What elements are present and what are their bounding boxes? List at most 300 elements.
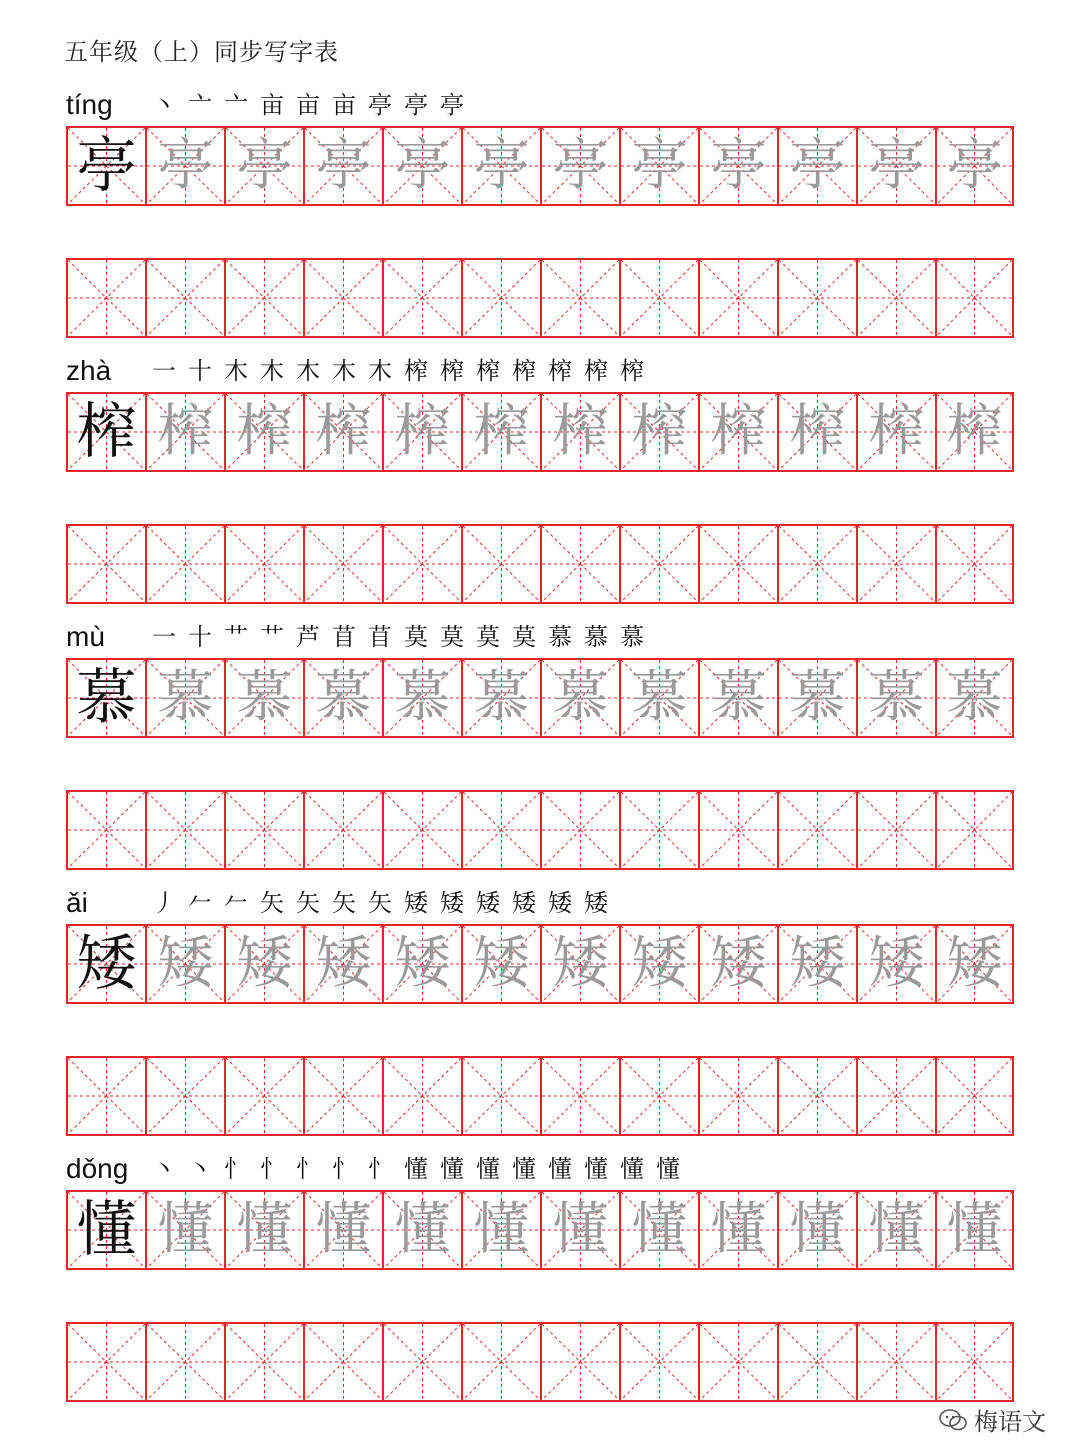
stroke-step: 亩 bbox=[296, 91, 320, 119]
blank-cell[interactable] bbox=[145, 1058, 224, 1134]
blank-cell[interactable] bbox=[619, 1324, 698, 1400]
model-character: 懂 bbox=[76, 1195, 137, 1265]
trace-character: 矮 bbox=[394, 931, 451, 996]
stroke-order bbox=[146, 1152, 686, 1186]
trace-cell[interactable] bbox=[856, 128, 935, 204]
blank-cell[interactable] bbox=[856, 260, 935, 336]
trace-cell[interactable] bbox=[224, 660, 303, 736]
stroke-step: 艹 bbox=[224, 623, 248, 651]
blank-cell[interactable] bbox=[303, 1058, 382, 1134]
tianzige-guide-lines bbox=[68, 260, 145, 336]
trace-row bbox=[66, 392, 1014, 472]
tianzige-guide-lines bbox=[147, 260, 224, 336]
tianzige-guide-lines bbox=[779, 792, 856, 868]
blank-cell[interactable] bbox=[540, 260, 619, 336]
blank-cell[interactable] bbox=[224, 1058, 303, 1134]
trace-character: 榨 bbox=[631, 399, 688, 464]
tianzige-guide-lines bbox=[305, 526, 382, 602]
trace-character: 慕 bbox=[868, 665, 925, 730]
blank-cell[interactable] bbox=[777, 792, 856, 868]
tianzige-guide-lines bbox=[463, 526, 540, 602]
trace-character: 矮 bbox=[946, 931, 1003, 996]
trace-cell[interactable] bbox=[382, 926, 461, 1002]
blank-cell[interactable] bbox=[540, 792, 619, 868]
tianzige-guide-lines bbox=[384, 792, 461, 868]
blank-cell[interactable] bbox=[698, 526, 777, 602]
trace-cell[interactable] bbox=[382, 128, 461, 204]
stroke-step: 矮 bbox=[548, 889, 572, 917]
trace-cell[interactable] bbox=[303, 394, 382, 470]
trace-cell[interactable] bbox=[540, 660, 619, 736]
character-section bbox=[0, 1152, 1080, 1418]
tianzige-guide-lines bbox=[384, 1324, 461, 1400]
tianzige-guide-lines bbox=[384, 260, 461, 336]
trace-cell[interactable] bbox=[856, 394, 935, 470]
stroke-step: 懂 bbox=[440, 1155, 464, 1183]
trace-character: 慕 bbox=[157, 665, 214, 730]
trace-cell[interactable] bbox=[619, 926, 698, 1002]
trace-character: 榨 bbox=[868, 399, 925, 464]
character-section bbox=[0, 354, 1080, 620]
blank-cell[interactable] bbox=[856, 792, 935, 868]
trace-character: 懂 bbox=[789, 1197, 846, 1262]
trace-cell[interactable] bbox=[935, 128, 1014, 204]
tianzige-guide-lines bbox=[226, 792, 303, 868]
stroke-step: 木 bbox=[224, 357, 248, 385]
blank-cell[interactable] bbox=[145, 1324, 224, 1400]
trace-character: 榨 bbox=[394, 399, 451, 464]
blank-cell[interactable] bbox=[698, 1058, 777, 1134]
tianzige-guide-lines bbox=[463, 792, 540, 868]
blank-cell[interactable] bbox=[461, 526, 540, 602]
stroke-step: 矮 bbox=[404, 889, 428, 917]
blank-cell[interactable] bbox=[66, 260, 145, 336]
trace-cell[interactable] bbox=[935, 394, 1014, 470]
blank-cell[interactable] bbox=[461, 1324, 540, 1400]
trace-cell[interactable] bbox=[540, 926, 619, 1002]
stroke-step: 丶 bbox=[188, 1155, 212, 1183]
tianzige-guide-lines bbox=[226, 1324, 303, 1400]
pinyin-label: tíng bbox=[66, 89, 113, 120]
tianzige-guide-lines bbox=[937, 260, 1012, 336]
trace-cell[interactable] bbox=[698, 128, 777, 204]
trace-cell[interactable] bbox=[856, 660, 935, 736]
trace-character: 慕 bbox=[552, 665, 609, 730]
blank-cell[interactable] bbox=[698, 1324, 777, 1400]
trace-character: 懂 bbox=[710, 1197, 767, 1262]
trace-cell[interactable] bbox=[777, 394, 856, 470]
blank-cell[interactable] bbox=[145, 792, 224, 868]
blank-cell[interactable] bbox=[461, 1058, 540, 1134]
stroke-step: 丿 bbox=[152, 889, 176, 917]
trace-character: 亭 bbox=[789, 133, 846, 198]
blank-cell[interactable] bbox=[145, 260, 224, 336]
pinyin-label: mù bbox=[66, 621, 105, 652]
tianzige-guide-lines bbox=[779, 1324, 856, 1400]
stroke-step: 亩 bbox=[260, 91, 284, 119]
blank-cell[interactable] bbox=[777, 260, 856, 336]
blank-cell[interactable] bbox=[856, 526, 935, 602]
trace-cell[interactable] bbox=[777, 926, 856, 1002]
blank-cell[interactable] bbox=[224, 526, 303, 602]
blank-cell[interactable] bbox=[540, 1058, 619, 1134]
stroke-step: 矢 bbox=[260, 889, 284, 917]
trace-character: 懂 bbox=[868, 1197, 925, 1262]
tianzige-guide-lines bbox=[700, 792, 777, 868]
tianzige-guide-lines bbox=[147, 1324, 224, 1400]
watermark-text: 梅语文 bbox=[974, 1408, 1046, 1436]
stroke-step: 懂 bbox=[656, 1155, 680, 1183]
stroke-step: 懂 bbox=[476, 1155, 500, 1183]
stroke-step: 亠 bbox=[224, 91, 248, 119]
trace-character: 亭 bbox=[868, 133, 925, 198]
tianzige-guide-lines bbox=[858, 792, 935, 868]
stroke-step: 懂 bbox=[512, 1155, 536, 1183]
stroke-step: 矮 bbox=[584, 889, 608, 917]
stroke-step: 亩 bbox=[332, 91, 356, 119]
trace-row bbox=[66, 126, 1014, 206]
tianzige-guide-lines bbox=[700, 1324, 777, 1400]
model-character-cell[interactable] bbox=[66, 394, 145, 470]
tianzige-guide-lines bbox=[937, 526, 1012, 602]
blank-cell[interactable] bbox=[935, 526, 1014, 602]
tianzige-guide-lines bbox=[621, 260, 698, 336]
stroke-step: 莫 bbox=[404, 623, 428, 651]
stroke-step: 慕 bbox=[620, 623, 644, 651]
trace-row bbox=[66, 658, 1014, 738]
blank-cell[interactable] bbox=[935, 260, 1014, 336]
tianzige-guide-lines bbox=[542, 1324, 619, 1400]
character-section bbox=[0, 886, 1080, 1152]
trace-character: 慕 bbox=[789, 665, 846, 730]
trace-cell[interactable] bbox=[461, 660, 540, 736]
trace-character: 矮 bbox=[473, 931, 530, 996]
trace-character: 榨 bbox=[315, 399, 372, 464]
trace-character: 懂 bbox=[473, 1197, 530, 1262]
blank-cell[interactable] bbox=[935, 1058, 1014, 1134]
tianzige-guide-lines bbox=[463, 260, 540, 336]
trace-cell[interactable] bbox=[540, 128, 619, 204]
trace-cell[interactable] bbox=[619, 660, 698, 736]
stroke-step: 懂 bbox=[548, 1155, 572, 1183]
tianzige-guide-lines bbox=[463, 1324, 540, 1400]
trace-character: 矮 bbox=[631, 931, 688, 996]
model-character-cell[interactable] bbox=[66, 660, 145, 736]
blank-cell[interactable] bbox=[619, 526, 698, 602]
trace-character: 榨 bbox=[236, 399, 293, 464]
blank-cell[interactable] bbox=[777, 1058, 856, 1134]
stroke-step: 木 bbox=[296, 357, 320, 385]
stroke-step: 丶 bbox=[152, 91, 176, 119]
trace-character: 矮 bbox=[868, 931, 925, 996]
blank-cell[interactable] bbox=[935, 792, 1014, 868]
blank-cell[interactable] bbox=[540, 526, 619, 602]
stroke-step: 𠂉 bbox=[224, 889, 248, 917]
blank-cell[interactable] bbox=[303, 260, 382, 336]
trace-character: 矮 bbox=[157, 931, 214, 996]
trace-character: 慕 bbox=[473, 665, 530, 730]
tianzige-guide-lines bbox=[937, 1058, 1012, 1134]
trace-cell[interactable] bbox=[461, 1192, 540, 1268]
trace-character: 懂 bbox=[236, 1197, 293, 1262]
model-character-cell[interactable] bbox=[66, 128, 145, 204]
tianzige-guide-lines bbox=[858, 526, 935, 602]
tianzige-guide-lines bbox=[621, 526, 698, 602]
trace-cell[interactable] bbox=[935, 1192, 1014, 1268]
tianzige-guide-lines bbox=[147, 1058, 224, 1134]
blank-cell[interactable] bbox=[66, 1058, 145, 1134]
stroke-step: 矮 bbox=[512, 889, 536, 917]
blank-practice-row bbox=[66, 524, 1014, 604]
pinyin-label: dǒng bbox=[66, 1153, 129, 1184]
trace-cell[interactable] bbox=[224, 394, 303, 470]
stroke-step: 懂 bbox=[620, 1155, 644, 1183]
stroke-step: 懂 bbox=[404, 1155, 428, 1183]
model-character: 亭 bbox=[76, 131, 137, 201]
stroke-step: 榨 bbox=[512, 357, 536, 385]
blank-cell[interactable] bbox=[66, 526, 145, 602]
trace-character: 亭 bbox=[236, 133, 293, 198]
trace-cell[interactable] bbox=[303, 926, 382, 1002]
stroke-step: 苜 bbox=[332, 623, 356, 651]
blank-cell[interactable] bbox=[698, 792, 777, 868]
stroke-step: 亭 bbox=[368, 91, 392, 119]
stroke-step: 亭 bbox=[404, 91, 428, 119]
blank-cell[interactable] bbox=[698, 260, 777, 336]
trace-character: 榨 bbox=[789, 399, 846, 464]
trace-character: 亭 bbox=[552, 133, 609, 198]
blank-practice-row bbox=[66, 790, 1014, 870]
blank-cell[interactable] bbox=[856, 1058, 935, 1134]
stroke-step: 莫 bbox=[512, 623, 536, 651]
blank-cell[interactable] bbox=[382, 526, 461, 602]
trace-cell[interactable] bbox=[619, 394, 698, 470]
blank-cell[interactable] bbox=[303, 1324, 382, 1400]
blank-cell[interactable] bbox=[224, 1324, 303, 1400]
stroke-step: 矢 bbox=[368, 889, 392, 917]
stroke-step: 亭 bbox=[440, 91, 464, 119]
trace-cell[interactable] bbox=[698, 1192, 777, 1268]
stroke-step: 矮 bbox=[440, 889, 464, 917]
stroke-order bbox=[146, 620, 650, 654]
blank-cell[interactable] bbox=[382, 1324, 461, 1400]
blank-cell[interactable] bbox=[856, 1324, 935, 1400]
tianzige-guide-lines bbox=[858, 1058, 935, 1134]
tianzige-guide-lines bbox=[305, 260, 382, 336]
trace-cell[interactable] bbox=[224, 1192, 303, 1268]
model-character-cell[interactable] bbox=[66, 926, 145, 1002]
stroke-step: 木 bbox=[368, 357, 392, 385]
tianzige-guide-lines bbox=[937, 792, 1012, 868]
trace-cell[interactable] bbox=[698, 660, 777, 736]
trace-row bbox=[66, 924, 1014, 1004]
stroke-step: 十 bbox=[188, 357, 212, 385]
stroke-step: 榨 bbox=[584, 357, 608, 385]
blank-cell[interactable] bbox=[224, 260, 303, 336]
tianzige-guide-lines bbox=[226, 526, 303, 602]
trace-cell[interactable] bbox=[777, 660, 856, 736]
trace-character: 亭 bbox=[315, 133, 372, 198]
blank-cell[interactable] bbox=[382, 260, 461, 336]
tianzige-guide-lines bbox=[621, 1324, 698, 1400]
character-section bbox=[0, 620, 1080, 886]
blank-cell[interactable] bbox=[66, 792, 145, 868]
tianzige-guide-lines bbox=[305, 1058, 382, 1134]
stroke-step: 榨 bbox=[548, 357, 572, 385]
trace-character: 亭 bbox=[473, 133, 530, 198]
tianzige-guide-lines bbox=[305, 792, 382, 868]
trace-cell[interactable] bbox=[619, 128, 698, 204]
trace-cell[interactable] bbox=[303, 128, 382, 204]
pinyin-label: ǎi bbox=[66, 887, 88, 918]
trace-cell[interactable] bbox=[698, 394, 777, 470]
blank-cell[interactable] bbox=[619, 1058, 698, 1134]
trace-cell[interactable] bbox=[935, 926, 1014, 1002]
trace-cell[interactable] bbox=[303, 1192, 382, 1268]
stroke-step: 一 bbox=[152, 623, 176, 651]
stroke-step: 忄 bbox=[368, 1155, 392, 1183]
trace-row bbox=[66, 1190, 1014, 1270]
trace-cell[interactable] bbox=[461, 128, 540, 204]
trace-cell[interactable] bbox=[382, 394, 461, 470]
trace-character: 榨 bbox=[473, 399, 530, 464]
blank-practice-row bbox=[66, 258, 1014, 338]
trace-cell[interactable] bbox=[382, 1192, 461, 1268]
blank-cell[interactable] bbox=[540, 1324, 619, 1400]
tianzige-guide-lines bbox=[68, 1324, 145, 1400]
stroke-step: 木 bbox=[260, 357, 284, 385]
stroke-step: 忄 bbox=[260, 1155, 284, 1183]
trace-character: 慕 bbox=[946, 665, 1003, 730]
pinyin-label: zhà bbox=[66, 355, 112, 386]
tianzige-guide-lines bbox=[779, 260, 856, 336]
blank-cell[interactable] bbox=[382, 792, 461, 868]
trace-cell[interactable] bbox=[461, 926, 540, 1002]
stroke-step: 榨 bbox=[440, 357, 464, 385]
trace-character: 慕 bbox=[315, 665, 372, 730]
tianzige-guide-lines bbox=[68, 526, 145, 602]
trace-cell[interactable] bbox=[935, 660, 1014, 736]
blank-cell[interactable] bbox=[461, 260, 540, 336]
model-character-cell[interactable] bbox=[66, 1192, 145, 1268]
wechat-icon bbox=[938, 1408, 968, 1432]
blank-practice-row bbox=[66, 1056, 1014, 1136]
trace-cell[interactable] bbox=[145, 926, 224, 1002]
stroke-step: 莫 bbox=[476, 623, 500, 651]
stroke-step: 𠂉 bbox=[188, 889, 212, 917]
trace-character: 亭 bbox=[946, 133, 1003, 198]
stroke-step: 亠 bbox=[188, 91, 212, 119]
stroke-order bbox=[146, 88, 470, 122]
blank-cell[interactable] bbox=[66, 1324, 145, 1400]
trace-character: 懂 bbox=[631, 1197, 688, 1262]
blank-cell[interactable] bbox=[935, 1324, 1014, 1400]
stroke-step: 矮 bbox=[476, 889, 500, 917]
trace-character: 懂 bbox=[552, 1197, 609, 1262]
blank-cell[interactable] bbox=[777, 526, 856, 602]
trace-character: 亭 bbox=[631, 133, 688, 198]
trace-cell[interactable] bbox=[777, 1192, 856, 1268]
stroke-step: 榨 bbox=[620, 357, 644, 385]
stroke-step: 忄 bbox=[224, 1155, 248, 1183]
tianzige-guide-lines bbox=[68, 1058, 145, 1134]
trace-character: 榨 bbox=[157, 399, 214, 464]
blank-cell[interactable] bbox=[619, 792, 698, 868]
blank-cell[interactable] bbox=[303, 526, 382, 602]
model-character: 榨 bbox=[76, 397, 137, 467]
trace-cell[interactable] bbox=[698, 926, 777, 1002]
tianzige-guide-lines bbox=[542, 1058, 619, 1134]
blank-cell[interactable] bbox=[619, 260, 698, 336]
trace-character: 懂 bbox=[946, 1197, 1003, 1262]
model-character: 慕 bbox=[76, 663, 137, 733]
trace-cell[interactable] bbox=[619, 1192, 698, 1268]
trace-cell[interactable] bbox=[145, 660, 224, 736]
stroke-step: 十 bbox=[188, 623, 212, 651]
tianzige-guide-lines bbox=[147, 526, 224, 602]
tianzige-guide-lines bbox=[779, 1058, 856, 1134]
tianzige-guide-lines bbox=[542, 526, 619, 602]
trace-cell[interactable] bbox=[777, 128, 856, 204]
stroke-step: 忄 bbox=[332, 1155, 356, 1183]
trace-cell[interactable] bbox=[856, 1192, 935, 1268]
trace-character: 懂 bbox=[315, 1197, 372, 1262]
trace-cell[interactable] bbox=[540, 394, 619, 470]
trace-cell[interactable] bbox=[540, 1192, 619, 1268]
tianzige-guide-lines bbox=[226, 260, 303, 336]
stroke-step: 忄 bbox=[296, 1155, 320, 1183]
trace-character: 矮 bbox=[315, 931, 372, 996]
trace-character: 懂 bbox=[394, 1197, 451, 1262]
trace-cell[interactable] bbox=[382, 660, 461, 736]
trace-character: 矮 bbox=[789, 931, 846, 996]
tianzige-guide-lines bbox=[700, 1058, 777, 1134]
trace-cell[interactable] bbox=[224, 926, 303, 1002]
trace-character: 亭 bbox=[394, 133, 451, 198]
blank-cell[interactable] bbox=[224, 792, 303, 868]
trace-cell[interactable] bbox=[303, 660, 382, 736]
trace-cell[interactable] bbox=[461, 394, 540, 470]
trace-cell[interactable] bbox=[856, 926, 935, 1002]
stroke-order bbox=[146, 354, 650, 388]
blank-cell[interactable] bbox=[461, 792, 540, 868]
character-section bbox=[0, 88, 1080, 354]
stroke-step: 榨 bbox=[404, 357, 428, 385]
blank-cell[interactable] bbox=[303, 792, 382, 868]
blank-cell[interactable] bbox=[382, 1058, 461, 1134]
trace-cell[interactable] bbox=[145, 394, 224, 470]
stroke-step: 莫 bbox=[440, 623, 464, 651]
blank-cell[interactable] bbox=[777, 1324, 856, 1400]
trace-character: 懂 bbox=[157, 1197, 214, 1262]
trace-cell[interactable] bbox=[145, 128, 224, 204]
tianzige-guide-lines bbox=[542, 792, 619, 868]
tianzige-guide-lines bbox=[858, 260, 935, 336]
blank-cell[interactable] bbox=[145, 526, 224, 602]
trace-character: 榨 bbox=[710, 399, 767, 464]
trace-character: 慕 bbox=[394, 665, 451, 730]
stroke-step: 矢 bbox=[296, 889, 320, 917]
tianzige-guide-lines bbox=[542, 260, 619, 336]
tianzige-guide-lines bbox=[858, 1324, 935, 1400]
trace-character: 慕 bbox=[631, 665, 688, 730]
tianzige-guide-lines bbox=[147, 792, 224, 868]
trace-cell[interactable] bbox=[145, 1192, 224, 1268]
blank-practice-row bbox=[66, 1322, 1014, 1402]
trace-character: 亭 bbox=[157, 133, 214, 198]
stroke-step: 矢 bbox=[332, 889, 356, 917]
trace-cell[interactable] bbox=[224, 128, 303, 204]
